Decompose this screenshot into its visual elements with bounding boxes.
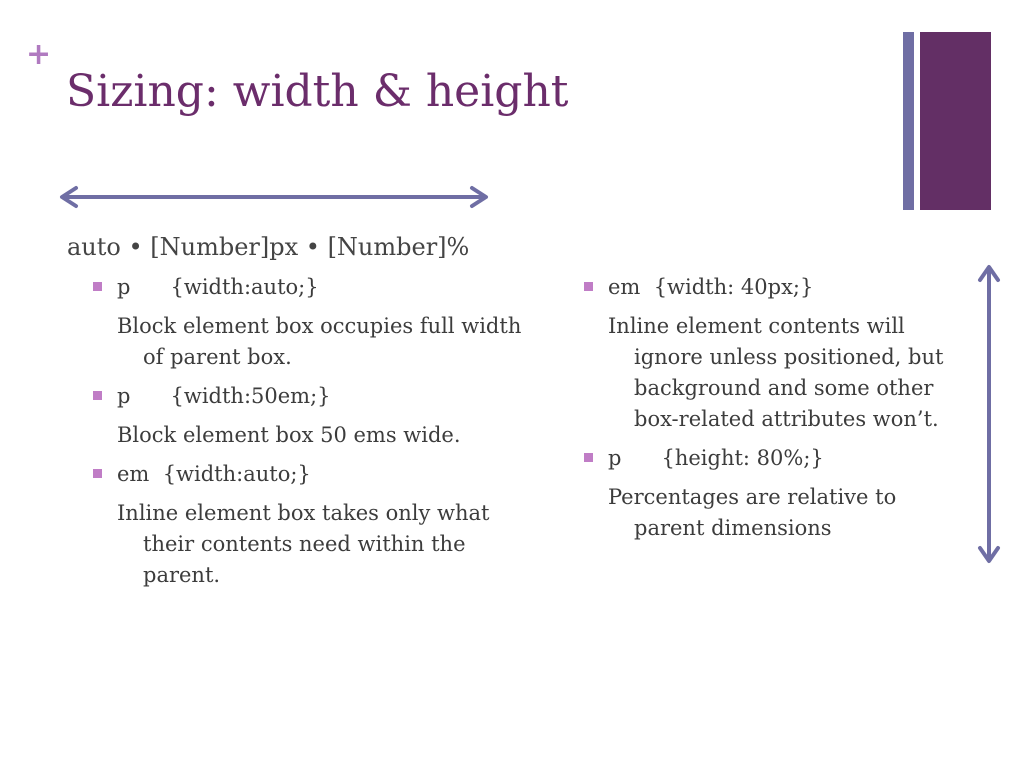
plus-icon: + <box>26 37 52 72</box>
css-rule: em {width: 40px;} <box>608 275 814 299</box>
slide-subtitle: auto • [Number]px • [Number]% <box>67 233 470 261</box>
square-bullet-icon <box>93 282 102 291</box>
rule-description: Inline element contents will ignore unless positioned, but background and some other box-related attributes won’t. <box>608 314 944 431</box>
right-column <box>584 272 954 552</box>
css-rule: em {width:auto;} <box>117 462 311 486</box>
left-column <box>93 272 533 599</box>
rule-description: Percentages are relative to parent dimensions <box>608 485 897 540</box>
list-item <box>93 272 533 303</box>
vertical-arrow-icon <box>978 264 1000 564</box>
css-rule: p {width:50em;} <box>117 384 331 408</box>
rule-description: Block element box 50 ems wide. <box>117 423 461 447</box>
list-item <box>584 272 954 303</box>
list-item <box>93 381 533 412</box>
css-rule: p {width:auto;} <box>117 275 319 299</box>
square-bullet-icon <box>584 453 593 462</box>
css-rule: p {height: 80%;} <box>608 446 824 470</box>
horizontal-arrow-icon <box>58 186 490 208</box>
rule-description: Block element box occupies full width of parent box. <box>117 314 522 369</box>
list-item <box>93 459 533 490</box>
corner-accent-block <box>920 32 991 210</box>
square-bullet-icon <box>93 469 102 478</box>
rule-description: Inline element box takes only what their contents need within the parent. <box>117 501 490 587</box>
square-bullet-icon <box>93 391 102 400</box>
corner-accent-stripe <box>903 32 914 210</box>
square-bullet-icon <box>584 282 593 291</box>
slide-title: Sizing: width & height <box>66 66 569 117</box>
list-item <box>584 443 954 474</box>
